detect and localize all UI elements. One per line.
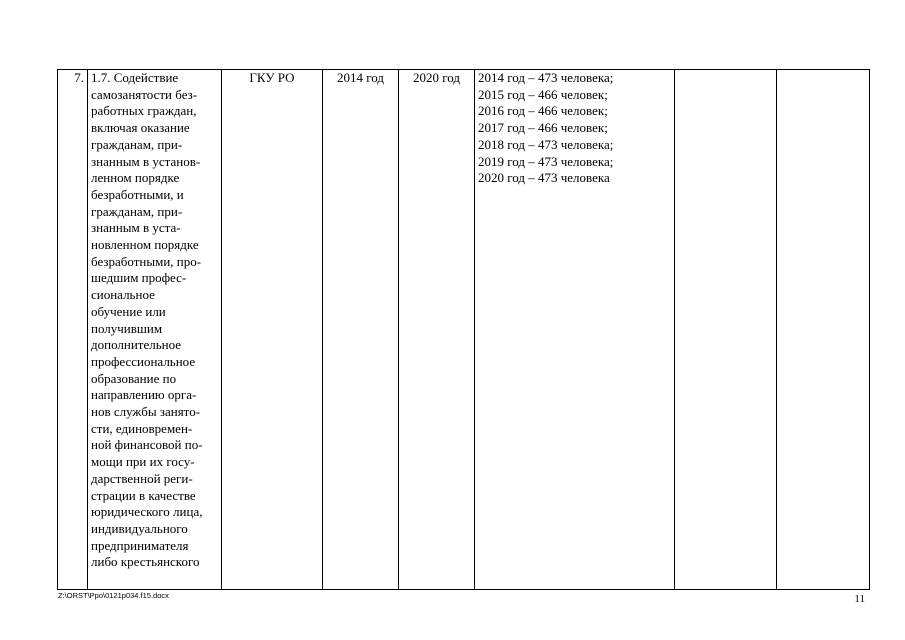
activity-name-line: сти, единовремен- (91, 420, 193, 436)
activity-name-line: дополнительное (91, 337, 182, 353)
empty-cell-7 (675, 70, 777, 590)
activity-name-line: знанным в установ- (91, 153, 201, 169)
indicator-cell (475, 70, 675, 590)
activity-name-line: дарственной реги- (91, 470, 193, 486)
activity-name-cell (88, 70, 222, 590)
activity-name-line: получившим (91, 320, 163, 336)
indicator-line: 2018 год – 473 человека; (478, 136, 614, 152)
activity-name-line: безработными, про- (91, 253, 202, 269)
activity-name-line: безработными, и (91, 186, 184, 202)
activity-name-line: включая оказание (91, 120, 190, 136)
activity-name-line: шедшим профес- (91, 270, 187, 286)
activity-name-line: обучение или (91, 303, 166, 319)
activity-name-line: страции в качестве (91, 487, 196, 503)
activity-name-line: профессиональное (91, 353, 196, 369)
activity-name-line: индивидуального (91, 520, 188, 536)
indicator-line: 2015 год – 466 человек; (478, 86, 608, 102)
indicator-line: 2014 год – 473 человека; (478, 70, 614, 85)
program-table (57, 69, 870, 590)
indicator-line: 2016 год – 466 человек; (478, 103, 608, 119)
activity-name-line: ной финансовой по- (91, 437, 203, 453)
activity-name-line: мощи при их госу- (91, 454, 195, 470)
activity-name-line: гражданам, при- (91, 136, 183, 152)
indicator-text (478, 70, 671, 187)
start-year-cell: 2014 год (323, 70, 399, 590)
indicator-line: 2017 год – 466 человек; (478, 120, 608, 136)
activity-name-line: ленном порядке (91, 170, 180, 186)
activity-name-line: новленном порядке (91, 237, 199, 253)
activity-name-line: самозанятости без- (91, 86, 198, 102)
footer-file-path: Z:\ORST\Ppo\0121p034.f15.docx (58, 591, 169, 600)
activity-name-line: сиональное (91, 287, 155, 303)
activity-name-line: направлению орга- (91, 387, 197, 403)
activity-name-line: 1.7. Содействие (91, 70, 179, 85)
activity-name-line: либо крестьянского (91, 554, 200, 570)
empty-cell-8 (777, 70, 870, 590)
activity-name-line: нов службы занято- (91, 404, 201, 420)
activity-name-line: предпринимателя (91, 537, 189, 553)
end-year-cell: 2020 год (399, 70, 475, 590)
activity-name-line: работных граждан, (91, 103, 197, 119)
activity-name-line: образование по (91, 370, 177, 386)
executor-cell: ГКУ РО (222, 70, 323, 590)
activity-name-line: гражданам, при- (91, 203, 183, 219)
table-row (58, 70, 870, 590)
activity-name-line: юридического лица, (91, 504, 203, 520)
page-number: 11 (854, 593, 865, 605)
row-number-cell: 7. (58, 70, 88, 590)
activity-name-line: знанным в уста- (91, 220, 181, 236)
activity-name-text (91, 70, 218, 571)
indicator-line: 2020 год – 473 человека (478, 170, 610, 186)
indicator-line: 2019 год – 473 человека; (478, 153, 614, 169)
